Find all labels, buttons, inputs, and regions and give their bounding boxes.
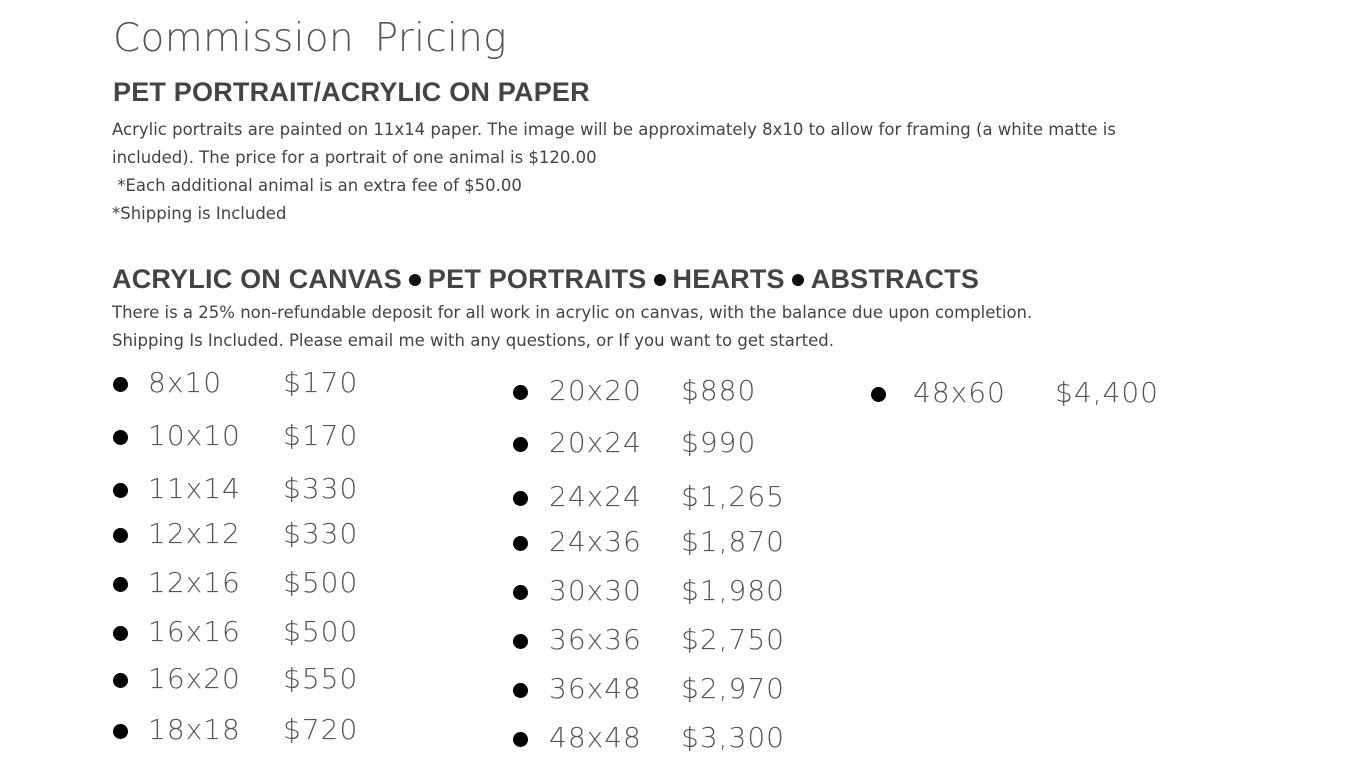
canvas-size: 36x36 (549, 623, 642, 656)
canvas-price: $3,300 (681, 721, 785, 754)
canvas-size: 30x30 (549, 574, 642, 607)
canvas-size: 10x10 (148, 419, 241, 452)
bullet-dot (871, 387, 886, 402)
bullet-dot (113, 430, 128, 445)
canvas-price: $880 (681, 374, 757, 407)
bullet-dot (513, 536, 528, 551)
separator-dot (654, 274, 666, 286)
paper-description-line: *Shipping is Included (112, 204, 287, 223)
canvas-size: 8x10 (148, 366, 223, 399)
bullet-dot (113, 673, 128, 688)
canvas-price: $2,970 (681, 672, 785, 705)
canvas-description-line: There is a 25% non-refundable deposit for all work in acrylic on canvas, with the balance due upon completion. (112, 303, 1033, 322)
bullet-dot (113, 724, 128, 739)
heading-part: PET PORTRAITS (427, 264, 647, 294)
canvas-price: $170 (283, 366, 359, 399)
paper-description-line: included). The price for a portrait of one animal is $120.00 (112, 148, 597, 167)
canvas-size: 36x48 (549, 672, 642, 705)
canvas-price: $500 (283, 615, 359, 648)
canvas-size: 18x18 (148, 713, 241, 746)
canvas-price: $170 (283, 419, 359, 452)
bullet-dot (113, 577, 128, 592)
canvas-size: 16x16 (148, 615, 241, 648)
bullet-dot (513, 491, 528, 506)
paper-section-description (112, 116, 1172, 228)
canvas-price: $1,870 (681, 525, 785, 558)
canvas-size: 24x24 (549, 480, 642, 513)
paper-description-line: *Each additional animal is an extra fee of $50.00 (112, 176, 522, 195)
canvas-price: $1,980 (681, 574, 785, 607)
canvas-price: $330 (283, 517, 359, 550)
canvas-section-description (112, 299, 1172, 355)
paper-description-line: Acrylic portraits are painted on 11x14 paper. The image will be approximately 8x10 to allow for framing (a white matte is (112, 120, 1116, 139)
bullet-dot (513, 683, 528, 698)
heading-part: ABSTRACTS (810, 264, 980, 294)
bullet-dot (513, 385, 528, 400)
canvas-description-line: Shipping Is Included. Please email me with any questions, or If you want to get started. (112, 331, 834, 350)
bullet-dot (513, 585, 528, 600)
bullet-dot (513, 437, 528, 452)
canvas-price: $990 (681, 426, 757, 459)
canvas-size: 20x24 (549, 426, 642, 459)
canvas-price: $550 (283, 662, 359, 695)
canvas-price: $500 (283, 566, 359, 599)
canvas-size: 12x16 (148, 566, 241, 599)
canvas-size: 48x48 (549, 721, 642, 754)
bullet-dot (113, 528, 128, 543)
separator-dot (409, 274, 421, 286)
separator-dot (792, 274, 804, 286)
canvas-size: 16x20 (148, 662, 241, 695)
heading-part: HEARTS (672, 264, 785, 294)
canvas-size: 12x12 (148, 517, 241, 550)
canvas-price: $330 (283, 472, 359, 505)
canvas-price: $720 (283, 713, 359, 746)
canvas-price: $4,400 (1055, 376, 1159, 409)
canvas-price: $1,265 (681, 480, 785, 513)
bullet-dot (513, 634, 528, 649)
heading-part: ACRYLIC ON CANVAS (112, 264, 402, 294)
bullet-dot (113, 377, 128, 392)
bullet-dot (113, 626, 128, 641)
bullet-dot (513, 732, 528, 747)
canvas-size: 11x14 (148, 472, 241, 505)
canvas-section-heading (112, 264, 979, 295)
bullet-dot (113, 483, 128, 498)
canvas-size: 48x60 (913, 376, 1006, 409)
paper-section-heading: PET PORTRAIT/ACRYLIC ON PAPER (113, 77, 590, 107)
canvas-size: 20x20 (549, 374, 642, 407)
page-title: Commission Pricing (113, 16, 507, 61)
canvas-price: $2,750 (681, 623, 785, 656)
canvas-size: 24x36 (549, 525, 642, 558)
